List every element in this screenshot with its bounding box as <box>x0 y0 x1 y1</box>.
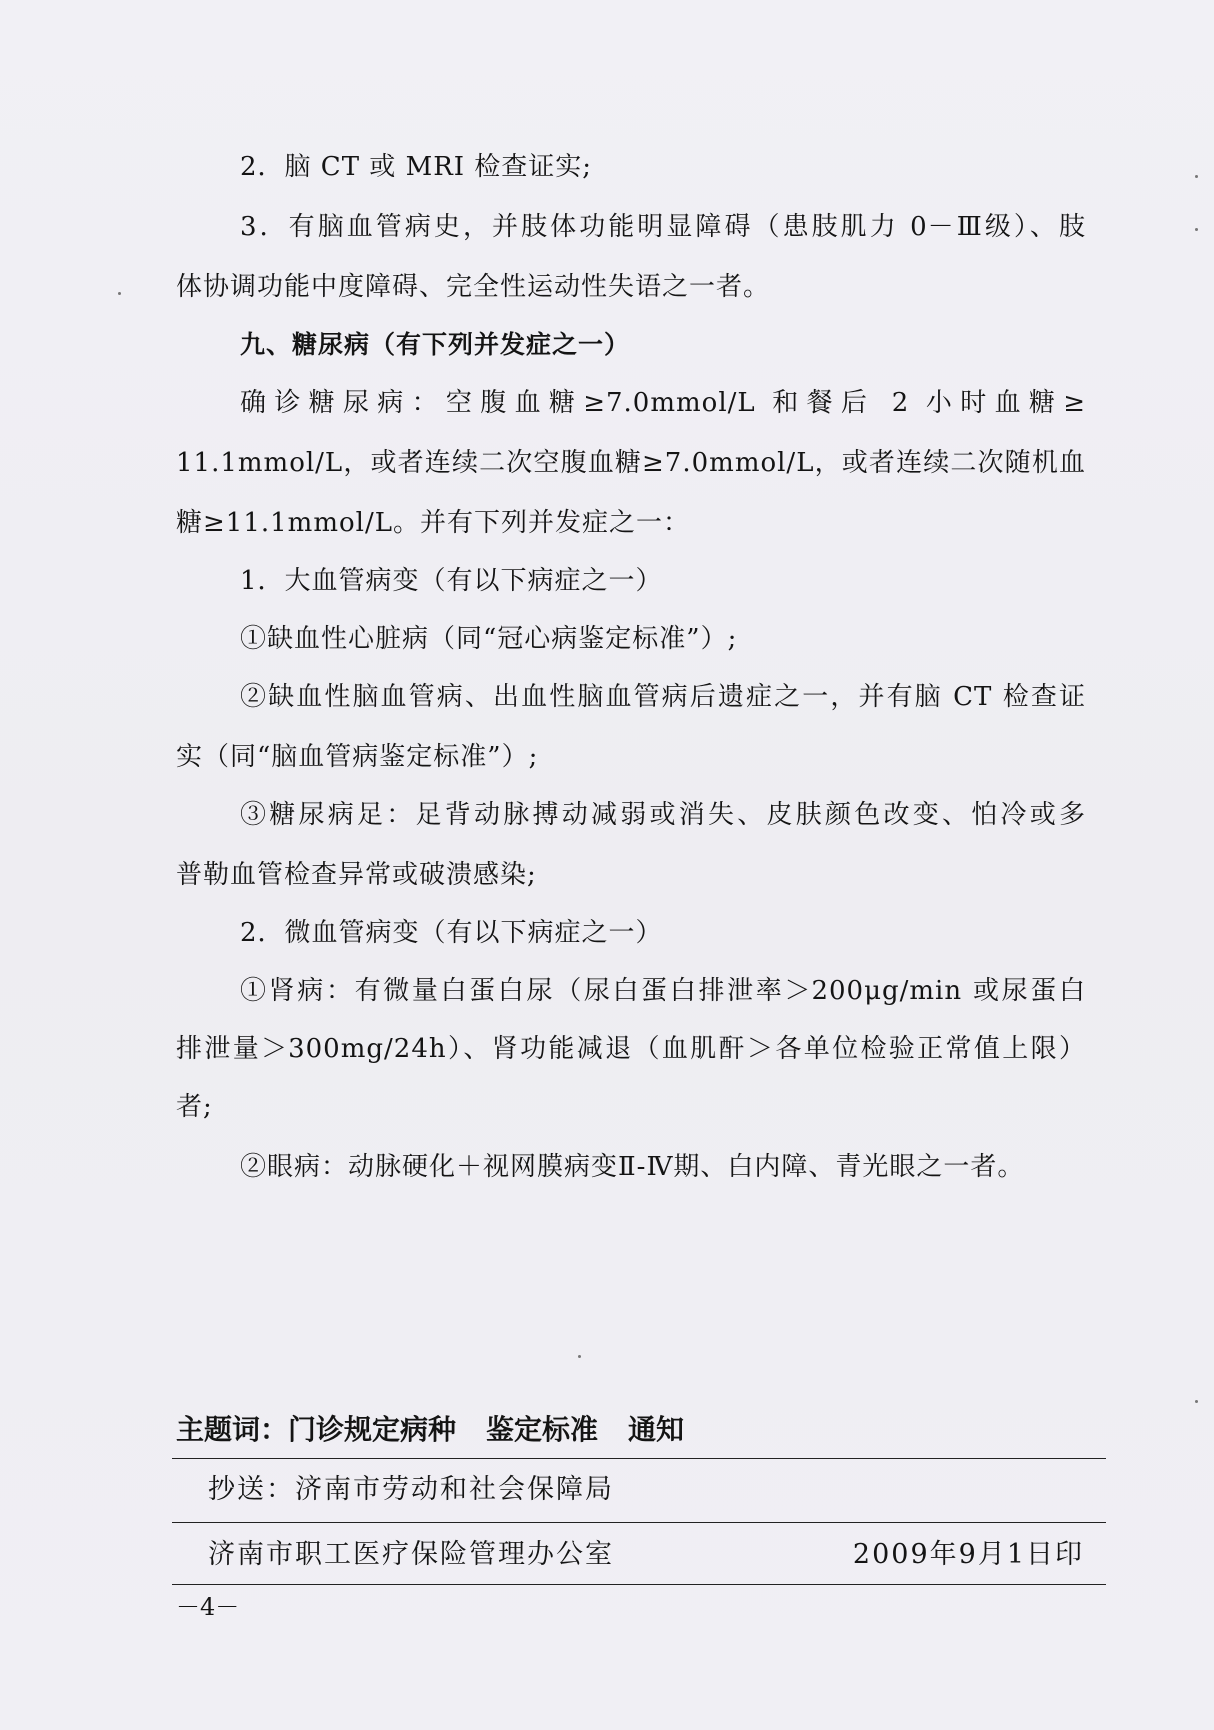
issuer: 济南市职工医疗保险管理办公室 <box>208 1539 614 1570</box>
body-line-11: 实（同“脑血管病鉴定标准”）; <box>176 742 539 772</box>
page-number: －4－ <box>176 1593 240 1621</box>
body-line-18: ②眼病：动脉硬化＋视网膜病变Ⅱ-Ⅳ期、白内障、青光眼之一者。 <box>240 1152 1025 1182</box>
scan-speck <box>1195 1400 1198 1403</box>
subject-label: 主题词： <box>176 1413 289 1446</box>
scan-speck <box>118 292 121 295</box>
subject-term-1: 门诊规定病种 <box>288 1413 457 1446</box>
body-line-2: 3．有脑血管病史，并肢体功能明显障碍（患肢肌力 0－Ⅲ级）、肢 <box>240 212 1086 242</box>
scan-speck <box>578 1355 581 1358</box>
subsection-microvascular: 2．微血管病变（有以下病症之一） <box>240 918 663 948</box>
section-heading-diabetes: 九、糖尿病（有下列并发症之一） <box>240 330 631 359</box>
body-line-16: 排泄量＞300mg/24h）、肾功能减退（血肌酐＞各单位检验正常值上限） <box>176 1034 1086 1064</box>
body-line-5: 确诊糖尿病：空腹血糖≥7.0mmol/L 和餐后 2 小时血糖≥ <box>240 388 1086 418</box>
subject-term-3: 通知 <box>628 1413 685 1446</box>
body-line-13: 普勒血管检查异常或破溃感染; <box>176 860 537 890</box>
body-line-15: ①肾病：有微量白蛋白尿（尿白蛋白排泄率＞200μg/min 或尿蛋白 <box>240 976 1086 1006</box>
print-date: 2009年9月1日印 <box>852 1539 1084 1570</box>
body-line-6: 11.1mmol/L，或者连续二次空腹血糖≥7.0mmol/L，或者连续二次随机血 <box>176 448 1086 478</box>
subject-term-2: 鉴定标准 <box>486 1413 599 1446</box>
cc-line <box>208 1472 614 1508</box>
divider-top <box>172 1458 1106 1459</box>
divider-bottom <box>172 1584 1106 1585</box>
divider-middle <box>172 1522 1106 1523</box>
scan-speck <box>1195 175 1198 178</box>
cc-recipient: 济南市劳动和社会保障局 <box>295 1474 614 1505</box>
body-line-7: 糖≥11.1mmol/L。并有下列并发症之一： <box>176 508 690 538</box>
cc-label: 抄送： <box>208 1474 295 1505</box>
body-line-10: ②缺血性脑血管病、出血性脑血管病后遗症之一，并有脑 CT 检查证 <box>240 682 1086 712</box>
body-line-3: 体协调功能中度障碍、完全性运动性失语之一者。 <box>176 272 771 302</box>
body-line-9: ①缺血性心脏病（同“冠心病鉴定标准”）; <box>240 624 738 654</box>
subsection-macrovascular: 1．大血管病变（有以下病症之一） <box>240 566 663 596</box>
subject-keywords <box>176 1412 714 1448</box>
scan-speck <box>1195 228 1198 231</box>
body-line-17: 者; <box>176 1092 213 1122</box>
body-line-12: ③糖尿病足：足背动脉搏动减弱或消失、皮肤颜色改变、怕冷或多 <box>240 800 1086 830</box>
body-line-1: 2．脑 CT 或 MRI 检查证实; <box>240 152 593 182</box>
